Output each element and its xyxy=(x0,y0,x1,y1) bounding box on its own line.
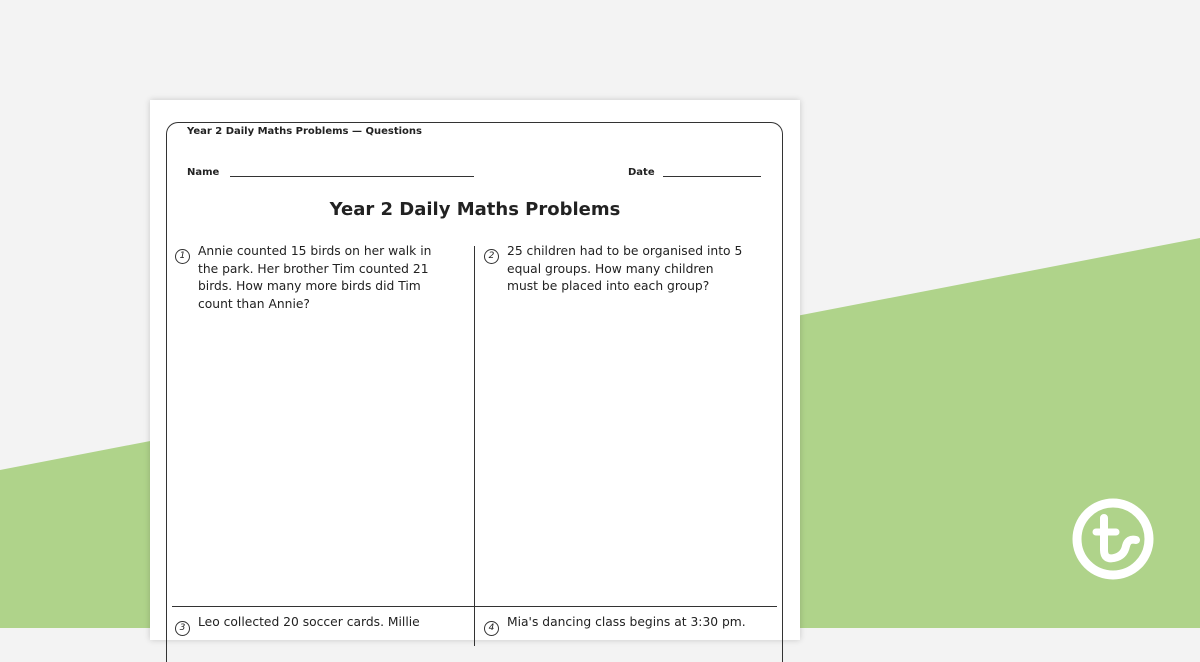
question-number-2: 2 xyxy=(484,249,499,264)
question-text-1: Annie counted 15 birds on her walk in the park. Her brother Tim counted 21 birds. How many more birds did Tim count than Annie? xyxy=(198,244,432,311)
question-text-3: Leo collected 20 soccer cards. Millie xyxy=(198,615,420,629)
column-divider xyxy=(474,246,475,646)
page-title: Year 2 Daily Maths Problems xyxy=(329,199,621,220)
worksheet-header-title: Year 2 Daily Maths Problems — Questions xyxy=(187,126,422,137)
name-line xyxy=(230,176,474,177)
question-number-1: 1 xyxy=(175,249,190,264)
row-divider xyxy=(172,606,777,607)
question-text-4: Mia's dancing class begins at 3:30 pm. xyxy=(507,615,746,629)
question-number-4: 4 xyxy=(484,621,499,636)
question-number-3: 3 xyxy=(175,621,190,636)
worksheet-page xyxy=(150,100,800,640)
name-label: Name xyxy=(187,167,220,178)
date-line xyxy=(663,176,761,177)
teach-starter-logo-icon xyxy=(1068,494,1158,584)
date-label: Date xyxy=(628,167,655,178)
question-text-2: 25 children had to be organised into 5 equal groups. How many children must be placed into each group? xyxy=(507,244,743,293)
